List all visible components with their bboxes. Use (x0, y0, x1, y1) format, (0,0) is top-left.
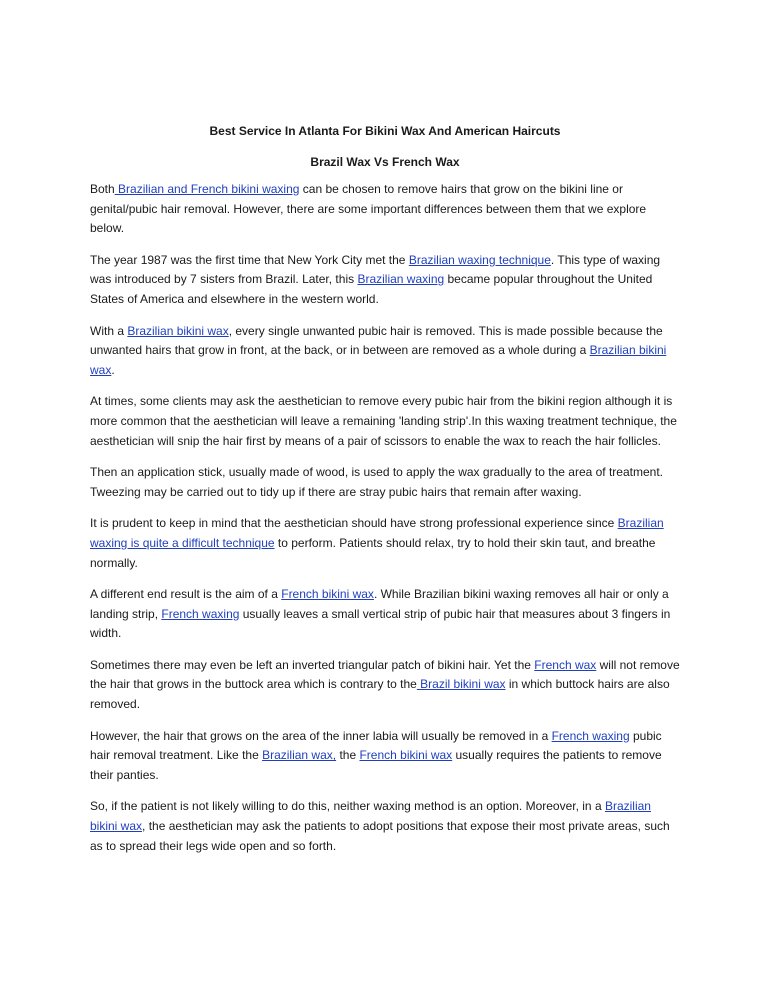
inline-link[interactable]: French waxing (551, 728, 630, 743)
paragraph-text: the (336, 748, 360, 763)
paragraph-text: pubic hair removal treatment. Like the (90, 728, 662, 763)
paragraph-text: can be chosen to remove hairs that grow on the bikini line or genital/pubic hair removal. However, there are some important differences between them that we explore below. (90, 182, 647, 236)
paragraph-text: . While Brazilian bikini waxing removes all hair or only a landing strip, (90, 587, 669, 621)
paragraph-text: With a (90, 323, 128, 338)
inline-link[interactable]: Brazilian waxing technique (408, 252, 551, 267)
paragraph-text: A different end result is the aim of a (90, 587, 282, 602)
paragraph (90, 251, 680, 310)
paragraph-text: It is prudent to keep in mind that the aesthetician should have strong professional experience since (90, 516, 618, 531)
paragraph (90, 322, 680, 381)
paragraph (90, 797, 680, 856)
paragraph-text: . This type of waxing was introduced by 7 sisters from Brazil. Later, this (90, 252, 661, 287)
inline-link[interactable]: Brazilian bikini wax (127, 323, 229, 338)
inline-link[interactable]: Brazilian bikini wax (90, 799, 651, 834)
paragraph (90, 463, 680, 502)
paragraph-text: The year 1987 was the first time that New York City met the (90, 252, 409, 267)
paragraph-text: However, the hair that grows on the area of the inner labia will usually be removed in a (90, 728, 552, 743)
inline-link[interactable]: French waxing (161, 606, 240, 621)
paragraph (90, 656, 680, 715)
document-page (90, 122, 680, 868)
paragraph-text: At times, some clients may ask the aesthetician to remove every pubic hair from the bikini region although it is more common that the aesthetician will leave a remaining 'landing strip'.In this waxing treatment technique, the aesthetician will snip the hair first by means of a pair of scissors to enable the wax to reach the hair follicles. (90, 394, 677, 448)
paragraph (90, 180, 680, 239)
inline-link[interactable]: French bikini wax (281, 587, 374, 602)
paragraph-text: Sometimes there may even be left an inverted triangular patch of bikini hair. Yet the (90, 657, 535, 672)
document-subtitle: Brazil Wax Vs French Wax (310, 155, 460, 169)
paragraph-text: to perform. Patients should relax, try to hold their skin taut, and breathe normally. (90, 535, 656, 570)
inline-link[interactable]: Brazilian waxing (357, 272, 445, 287)
paragraph (90, 585, 680, 644)
paragraph-text: in which buttock hairs are also removed. (90, 677, 670, 712)
document-body (90, 180, 680, 856)
paragraph-text: Then an application stick, usually made of wood, is used to apply the wax gradually to the area of treatment. Tweezing may be carried out to tidy up if there are stray pubic hairs that remain after waxing. (90, 465, 663, 499)
paragraph-text: became popular throughout the United States of America and elsewhere in the western world. (90, 272, 653, 306)
inline-link[interactable]: Brazilian and French bikini waxing (114, 182, 300, 196)
paragraph (90, 514, 680, 573)
paragraph (90, 727, 680, 786)
inline-link[interactable]: Brazilian waxing is quite a difficult technique (90, 516, 664, 550)
paragraph-text: , the aesthetician may ask the patients to adopt positions that expose their most private areas, such as to spread their legs wide open and so forth. (90, 819, 670, 853)
inline-link[interactable]: Brazil bikini wax (416, 677, 506, 692)
inline-link[interactable]: Brazilian wax, (262, 748, 337, 763)
inline-link[interactable]: French wax (534, 657, 597, 672)
paragraph-text: So, if the patient is not likely willing to do this, neither waxing method is an option. Moreover, in a (90, 799, 605, 814)
inline-link[interactable]: Brazilian bikini wax (90, 343, 667, 377)
paragraph-text: . (111, 362, 115, 377)
paragraph-text: usually requires the patients to remove their panties. (90, 748, 662, 782)
paragraph-text: , every single unwanted pubic hair is removed. This is made possible because the unwanted hairs that grow in front, at the back, or in between are removed as a whole during a (90, 323, 663, 358)
inline-link[interactable]: French bikini wax (359, 748, 453, 763)
paragraph-text: will not remove the hair that grows in the buttock area which is contrary to the (90, 657, 680, 692)
paragraph-text: Both (90, 182, 115, 196)
paragraph (90, 392, 680, 451)
paragraph-text: usually leaves a small vertical strip of pubic hair that measures about 3 fingers in width. (90, 606, 671, 641)
document-title: Best Service In Atlanta For Bikini Wax And American Haircuts (209, 124, 561, 138)
